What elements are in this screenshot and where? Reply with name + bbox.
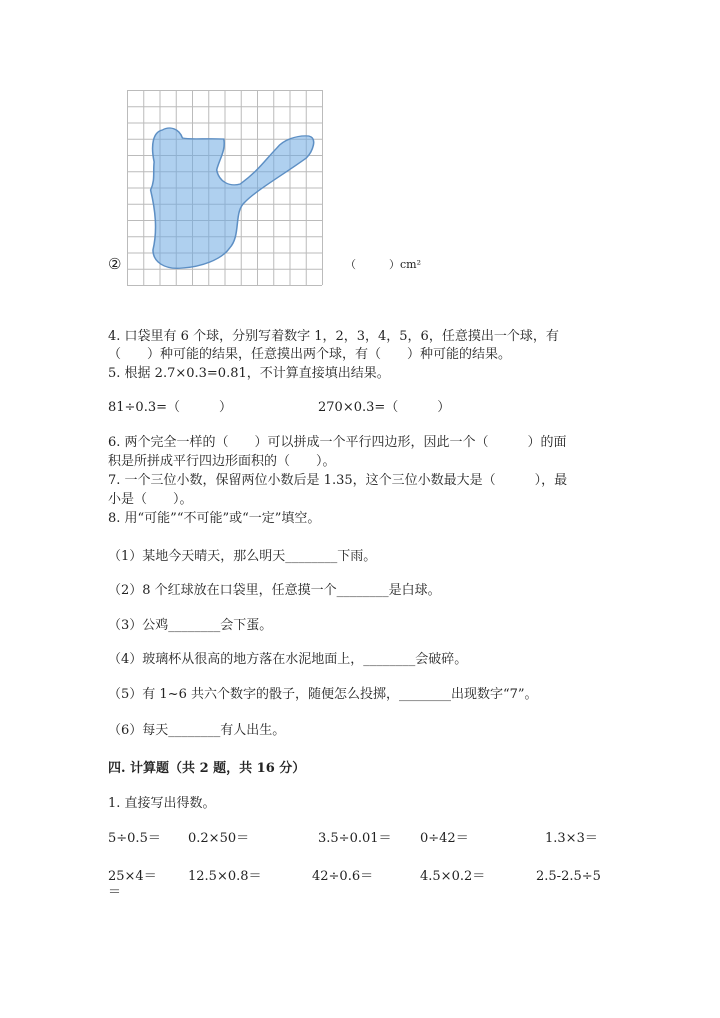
calc-item: 0÷42＝ (420, 831, 469, 846)
q8-item: （6）每天________有人出生。 (108, 723, 286, 738)
grid-figure (127, 90, 323, 286)
irregular-shape (151, 128, 314, 268)
q7-line1: 7. 一个三位小数，保留两位小数后是 1.35，这个三位小数最大是（ ），最 (108, 473, 568, 488)
q5-b: 270×0.3=（ ） (318, 400, 451, 415)
calc-item: 3.5÷0.01＝ (318, 831, 392, 846)
q8-item: （4）玻璃杯从很高的地方落在水泥地面上，________会破碎。 (108, 652, 468, 667)
q4-line2: （ ）种可能的结果，任意摸出两个球，有（ ）种可能的结果。 (108, 347, 512, 362)
figure-label: ② (108, 255, 122, 273)
calc-item: 2.5-2.5÷5 (536, 869, 601, 884)
q4-line1: 4. 口袋里有 6 个球，分别写着数字 1，2，3，4，5，6，任意摸出一个球，有 (108, 329, 559, 344)
calc-item: 1.3×3＝ (545, 831, 598, 846)
q8-item: （1）某地今天晴天，那么明天________下雨。 (108, 549, 377, 564)
calc-item: 42÷0.6＝ (312, 869, 374, 884)
calc-tail: ＝ (108, 885, 122, 900)
q6-line1: 6. 两个完全一样的（ ）可以拼成一个平行四边形，因此一个（ ）的面 (108, 435, 567, 450)
q5-line1: 5. 根据 2.7×0.3=0.81，不计算直接填出结果。 (108, 366, 390, 381)
calc-item: 25×4＝ (108, 869, 157, 884)
q7-line2: 小是（ ）。 (108, 492, 193, 507)
q6-line2: 积是所拼成平行四边形面积的（ ）。 (108, 454, 336, 469)
calc-q1: 1. 直接写出得数。 (108, 796, 216, 811)
calc-item: 12.5×0.8＝ (188, 869, 262, 884)
section-title: 四. 计算题（共 2 题，共 16 分） (108, 761, 306, 776)
q5-a: 81÷0.3=（ ） (108, 400, 233, 415)
calc-item: 4.5×0.2＝ (420, 869, 486, 884)
calc-item: 5÷0.5＝ (108, 831, 161, 846)
area-answer-blank[interactable]: （ ）cm² (345, 258, 422, 271)
calc-item: 0.2×50＝ (188, 831, 250, 846)
q8-item: （3）公鸡________会下蛋。 (108, 618, 273, 633)
q8-item: （2）8 个红球放在口袋里，任意摸一个________是白球。 (108, 583, 441, 598)
q8-line1: 8. 用“可能”“不可能”或“一定”填空。 (108, 511, 321, 526)
q8-item: （5）有 1~6 共六个数字的骰子，随便怎么投掷，________出现数字“7”。 (108, 687, 538, 702)
